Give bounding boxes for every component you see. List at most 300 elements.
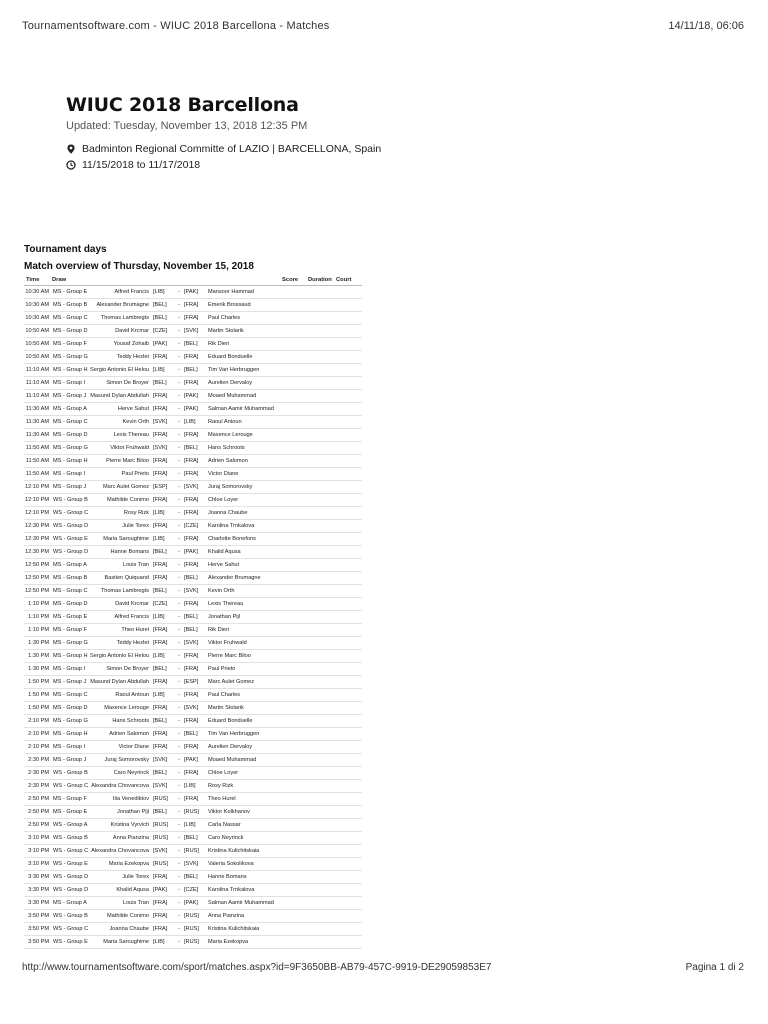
player-one-link[interactable]: Caro Neyrinck (90, 767, 152, 780)
match-court (336, 637, 362, 650)
match-draw-link[interactable]: WS - Group B (52, 832, 90, 845)
match-time: 3:10 PM (24, 845, 52, 858)
match-draw-link[interactable]: MS - Group G (52, 351, 90, 364)
player-one-country: [BEL] (152, 663, 174, 676)
player-one-link[interactable]: Alexander Brumagne (90, 299, 152, 312)
player-two-link[interactable]: Eduard Bonduelle (206, 351, 282, 364)
table-row (24, 715, 362, 728)
player-one-link[interactable]: Sergio Antonio El Helou (90, 650, 152, 663)
match-time: 3:10 PM (24, 858, 52, 871)
player-two-link[interactable]: Joanna Chaube (206, 507, 282, 520)
player-one-link[interactable]: Victor Diane (90, 741, 152, 754)
player-one-country: [FRA] (152, 702, 174, 715)
location-link[interactable]: Badminton Regional Committe of LAZIO | BARCELLONA, Spain (82, 143, 382, 155)
table-row (24, 845, 362, 858)
match-duration (308, 845, 336, 858)
match-time: 12:10 PM (24, 481, 52, 494)
player-one-link[interactable]: Herve Sahut (90, 403, 152, 416)
player-two-link[interactable]: Raoul Antoun (206, 416, 282, 429)
player-two-link[interactable]: Karolina Trnkalova (206, 520, 282, 533)
match-duration (308, 403, 336, 416)
player-one-link[interactable]: Masund Dylan Abdullah (90, 676, 152, 689)
table-row (24, 767, 362, 780)
match-duration (308, 325, 336, 338)
match-time: 1:50 PM (24, 676, 52, 689)
player-two-link[interactable]: Marc Aulet Gomez (206, 676, 282, 689)
match-score (282, 468, 308, 481)
player-one-link[interactable]: Paul Prieto (90, 468, 152, 481)
player-two-country: [SVK] (184, 702, 206, 715)
match-draw-link[interactable]: MS - Group C (52, 689, 90, 702)
match-time: 2:50 PM (24, 793, 52, 806)
match-time: 12:10 PM (24, 494, 52, 507)
versus-separator: - (174, 689, 184, 702)
player-one-link[interactable]: Juraj Somorovsky (90, 754, 152, 767)
player-two-link[interactable]: Chloe Loyer (206, 767, 282, 780)
player-one-link[interactable]: Pierre Marc Biloo (90, 455, 152, 468)
player-two-country: [SVK] (184, 481, 206, 494)
match-court (336, 793, 362, 806)
table-row (24, 650, 362, 663)
player-two-link[interactable]: Alexander Brumagne (206, 572, 282, 585)
player-two-country: [PAK] (184, 897, 206, 910)
match-draw-link[interactable]: MS - Group A (52, 403, 90, 416)
player-two-country: [SVK] (184, 637, 206, 650)
player-one-link[interactable]: Mathilde Conimo (90, 494, 152, 507)
player-one-link[interactable]: Mathilde Conimo (90, 910, 152, 923)
match-score (282, 650, 308, 663)
player-two-country: [FRA] (184, 793, 206, 806)
player-one-link[interactable]: Raoul Antoun (90, 689, 152, 702)
player-two-link[interactable]: Khalid Aqusa (206, 546, 282, 559)
player-two-link[interactable]: Aurelien Dervaloy (206, 741, 282, 754)
player-two-country: [ESP] (184, 676, 206, 689)
match-draw-link[interactable]: MS - Group F (52, 793, 90, 806)
match-draw-link[interactable]: MS - Group G (52, 442, 90, 455)
player-one-link[interactable]: Maria Saroughime (90, 936, 152, 949)
location-row (66, 142, 706, 156)
match-draw-link[interactable]: MS - Group J (52, 481, 90, 494)
match-draw-link[interactable]: WS - Group C (52, 780, 90, 793)
table-row (24, 325, 362, 338)
player-two-link[interactable]: Kevin Orth (206, 585, 282, 598)
player-one-link[interactable]: Louis Tran (90, 559, 152, 572)
player-two-link[interactable]: Victor Diane (206, 468, 282, 481)
table-body (24, 286, 362, 949)
player-one-link[interactable]: Teddy Hezlet (90, 637, 152, 650)
match-draw-link[interactable]: MS - Group B (52, 299, 90, 312)
match-time: 2:50 PM (24, 819, 52, 832)
player-one-link[interactable]: David Krcmar (90, 325, 152, 338)
match-duration (308, 832, 336, 845)
table-row (24, 507, 362, 520)
match-draw-link[interactable]: MS - Group C (52, 312, 90, 325)
match-score (282, 351, 308, 364)
player-one-country: [SVK] (152, 442, 174, 455)
match-draw-link[interactable]: MS - Group G (52, 715, 90, 728)
table-row (24, 897, 362, 910)
match-score (282, 663, 308, 676)
versus-separator: - (174, 650, 184, 663)
player-one-link[interactable]: Khalid Aqusa (90, 884, 152, 897)
player-one-link[interactable]: Julie Torex (90, 520, 152, 533)
match-score (282, 936, 308, 949)
match-draw-link[interactable]: WS - Group B (52, 910, 90, 923)
match-draw-link[interactable]: WS - Group B (52, 767, 90, 780)
match-draw-link[interactable]: MS - Group I (52, 468, 90, 481)
match-court (336, 598, 362, 611)
match-draw-link[interactable]: MS - Group A (52, 559, 90, 572)
versus-separator: - (174, 793, 184, 806)
match-court (336, 533, 362, 546)
match-time: 3:50 PM (24, 936, 52, 949)
match-draw-link[interactable]: MS - Group G (52, 637, 90, 650)
player-two-country: [FRA] (184, 494, 206, 507)
match-time: 2:10 PM (24, 728, 52, 741)
match-duration (308, 624, 336, 637)
player-two-link[interactable]: Charlotte Bonefons (206, 533, 282, 546)
match-duration (308, 338, 336, 351)
match-score (282, 533, 308, 546)
match-draw-link[interactable]: MS - Group J (52, 754, 90, 767)
match-time: 11:30 AM (24, 416, 52, 429)
player-one-country: [FRA] (152, 676, 174, 689)
match-time: 3:10 PM (24, 832, 52, 845)
match-court (336, 312, 362, 325)
player-two-link[interactable]: Rik Dieri (206, 624, 282, 637)
player-two-link[interactable]: Jonathan Pijl (206, 611, 282, 624)
match-court (336, 702, 362, 715)
match-duration (308, 923, 336, 936)
match-draw-link[interactable]: MS - Group H (52, 650, 90, 663)
player-one-country: [FRA] (152, 637, 174, 650)
match-score (282, 338, 308, 351)
player-one-link[interactable]: Joanna Chaube (90, 923, 152, 936)
match-court (336, 481, 362, 494)
player-one-link[interactable]: Adrien Salomon (90, 728, 152, 741)
match-draw-link[interactable]: MS - Group F (52, 624, 90, 637)
tournament-header (66, 94, 706, 172)
player-one-link[interactable]: Alfred Francis (90, 286, 152, 299)
player-two-link[interactable]: Karolina Trnkalova (206, 884, 282, 897)
match-draw-link[interactable]: MS - Group I (52, 663, 90, 676)
table-row (24, 689, 362, 702)
match-time: 1:10 PM (24, 598, 52, 611)
match-draw-link[interactable]: WS - Group A (52, 819, 90, 832)
player-one-link[interactable]: Yousaf Zohaib (90, 338, 152, 351)
versus-separator: - (174, 312, 184, 325)
print-header (0, 0, 768, 40)
table-row (24, 481, 362, 494)
match-duration (308, 689, 336, 702)
table-row (24, 312, 362, 325)
player-two-link[interactable]: Hans Schroots (206, 442, 282, 455)
player-one-country: [FRA] (152, 910, 174, 923)
match-duration (308, 520, 336, 533)
match-time: 12:50 PM (24, 559, 52, 572)
match-score (282, 845, 308, 858)
table-row (24, 793, 362, 806)
match-duration (308, 741, 336, 754)
versus-separator: - (174, 884, 184, 897)
match-draw-link[interactable]: MS - Group H (52, 728, 90, 741)
versus-separator: - (174, 741, 184, 754)
player-two-link[interactable]: Pierre Marc Biloo (206, 650, 282, 663)
match-duration (308, 637, 336, 650)
player-two-country: [BEL] (184, 832, 206, 845)
table-row (24, 351, 362, 364)
player-two-link[interactable]: Herve Sahut (206, 559, 282, 572)
player-one-link[interactable]: Lexis Thereau (90, 429, 152, 442)
player-one-country: [FRA] (152, 624, 174, 637)
player-one-country: [LIB] (152, 650, 174, 663)
match-draw-link[interactable]: MS - Group F (52, 338, 90, 351)
versus-separator: - (174, 325, 184, 338)
player-one-country: [RUS] (152, 858, 174, 871)
player-one-country: [FRA] (152, 468, 174, 481)
player-one-country: [FRA] (152, 494, 174, 507)
player-one-country: [FRA] (152, 455, 174, 468)
match-duration (308, 715, 336, 728)
match-draw-link[interactable]: MS - Group D (52, 598, 90, 611)
print-header-date: 14/11/18, 06:06 (668, 20, 744, 32)
player-one-country: [LIB] (152, 936, 174, 949)
player-one-link[interactable]: Kristina Vyrvich (90, 819, 152, 832)
player-one-link[interactable]: Hans Schroots (90, 715, 152, 728)
match-draw-link[interactable]: MS - Group A (52, 897, 90, 910)
player-one-link[interactable]: David Krcmar (90, 598, 152, 611)
match-draw-link[interactable]: MS - Group C (52, 585, 90, 598)
match-score (282, 325, 308, 338)
player-one-link[interactable]: Jonathan Pijl (90, 806, 152, 819)
match-draw-link[interactable]: MS - Group D (52, 325, 90, 338)
player-two-link[interactable]: Juraj Somorovsky (206, 481, 282, 494)
player-one-country: [RUS] (152, 832, 174, 845)
match-draw-link[interactable]: MS - Group I (52, 377, 90, 390)
player-one-link[interactable]: Maxence Lerouge (90, 702, 152, 715)
player-one-country: [LIB] (152, 533, 174, 546)
player-one-link[interactable]: Simon De Broyer (90, 663, 152, 676)
player-two-link[interactable]: Adrien Salomon (206, 455, 282, 468)
player-two-link[interactable]: Valeria Sokolikova (206, 858, 282, 871)
player-one-link[interactable]: Alexandra Chovancova (90, 780, 152, 793)
match-court (336, 299, 362, 312)
player-one-link[interactable]: Louis Tran (90, 897, 152, 910)
player-two-link[interactable]: Kristina Kulichitskaia (206, 923, 282, 936)
match-time: 1:10 PM (24, 624, 52, 637)
player-two-link[interactable]: Anna Pianzina (206, 910, 282, 923)
player-two-link[interactable]: Mansoor Hammad (206, 286, 282, 299)
match-draw-link[interactable]: MS - Group J (52, 390, 90, 403)
match-score (282, 689, 308, 702)
player-two-link[interactable]: Martin Stolarik (206, 702, 282, 715)
player-two-link[interactable]: Martin Stolarik (206, 325, 282, 338)
match-score (282, 819, 308, 832)
match-score (282, 312, 308, 325)
player-two-link[interactable]: Tim Van Herbruggen (206, 728, 282, 741)
match-draw-link[interactable]: WS - Group C (52, 845, 90, 858)
player-two-link[interactable]: Moaed Muhammad (206, 390, 282, 403)
player-one-link[interactable]: Ilia Venediktov (90, 793, 152, 806)
table-row (24, 338, 362, 351)
player-one-link[interactable]: Masund Dylan Abdullah (90, 390, 152, 403)
player-two-link[interactable]: Rosy Rizk (206, 780, 282, 793)
match-duration (308, 780, 336, 793)
player-two-link[interactable]: Paul Charles (206, 312, 282, 325)
player-two-link[interactable]: Rik Dieri (206, 338, 282, 351)
match-court (336, 351, 362, 364)
player-two-link[interactable]: Paul Prieto (206, 663, 282, 676)
match-time: 3:30 PM (24, 897, 52, 910)
match-score (282, 299, 308, 312)
header-court: Court (336, 274, 362, 286)
match-draw-link[interactable]: MS - Group H (52, 455, 90, 468)
match-duration (308, 507, 336, 520)
player-two-link[interactable]: Paul Charles (206, 689, 282, 702)
player-two-country: [BEL] (184, 364, 206, 377)
match-time: 10:30 AM (24, 312, 52, 325)
player-one-link[interactable]: Theo Hurel (90, 624, 152, 637)
match-draw-link[interactable]: WS - Group E (52, 858, 90, 871)
player-two-link[interactable]: Theo Hurel (206, 793, 282, 806)
player-two-link[interactable]: Viktor Kolkhanov (206, 806, 282, 819)
match-draw-link[interactable]: WS - Group C (52, 923, 90, 936)
match-draw-link[interactable]: MS - Group D (52, 702, 90, 715)
player-one-link[interactable]: Simon De Broyer (90, 377, 152, 390)
match-court (336, 845, 362, 858)
match-duration (308, 806, 336, 819)
player-one-country: [BEL] (152, 299, 174, 312)
match-draw-link[interactable]: MS - Group C (52, 416, 90, 429)
player-one-link[interactable]: Viktor Fruhwald (90, 442, 152, 455)
match-time: 10:50 AM (24, 325, 52, 338)
match-draw-link[interactable]: WS - Group E (52, 533, 90, 546)
table-row (24, 819, 362, 832)
player-one-country: [LIB] (152, 689, 174, 702)
player-one-link[interactable]: Hanne Bomans (90, 546, 152, 559)
match-draw-link[interactable]: MS - Group B (52, 572, 90, 585)
match-draw-link[interactable]: WS - Group D (52, 871, 90, 884)
table-row (24, 728, 362, 741)
versus-separator: - (174, 897, 184, 910)
versus-separator: - (174, 507, 184, 520)
table-row (24, 494, 362, 507)
player-one-link[interactable]: Alexandra Chovancova (90, 845, 152, 858)
versus-separator: - (174, 403, 184, 416)
match-duration (308, 533, 336, 546)
match-draw-link[interactable]: MS - Group J (52, 676, 90, 689)
match-draw-link[interactable]: WS - Group B (52, 494, 90, 507)
player-two-link[interactable]: Salman Aamir Muhammad (206, 403, 282, 416)
player-one-link[interactable]: Alfred Francis (90, 611, 152, 624)
player-one-link[interactable]: Bastien Quiquand (90, 572, 152, 585)
versus-separator: - (174, 663, 184, 676)
versus-separator: - (174, 481, 184, 494)
match-draw-link[interactable]: MS - Group E (52, 611, 90, 624)
player-one-link[interactable]: Teddy Hezlet (90, 351, 152, 364)
player-one-link[interactable]: Marc Aulet Gomez (90, 481, 152, 494)
match-score (282, 494, 308, 507)
versus-separator: - (174, 377, 184, 390)
table-row (24, 442, 362, 455)
player-one-link[interactable]: Anna Pianzina (90, 832, 152, 845)
match-score (282, 741, 308, 754)
player-one-country: [FRA] (152, 520, 174, 533)
player-two-link[interactable]: Hanne Bomans (206, 871, 282, 884)
match-draw-link[interactable]: MS - Group D (52, 429, 90, 442)
player-one-country: [CZE] (152, 325, 174, 338)
versus-separator: - (174, 780, 184, 793)
player-two-link[interactable]: Kristina Kulichitskaia (206, 845, 282, 858)
player-one-link[interactable]: Maria Saroughime (90, 533, 152, 546)
player-two-country: [FRA] (184, 715, 206, 728)
match-score (282, 403, 308, 416)
match-time: 12:10 PM (24, 507, 52, 520)
match-time: 10:50 AM (24, 338, 52, 351)
match-score (282, 585, 308, 598)
match-draw-link[interactable]: MS - Group E (52, 806, 90, 819)
match-draw-link[interactable]: WS - Group E (52, 936, 90, 949)
match-duration (308, 585, 336, 598)
match-court (336, 715, 362, 728)
player-two-link[interactable]: Tim Van Herbruggen (206, 364, 282, 377)
player-two-link[interactable]: Emerik Brossaud (206, 299, 282, 312)
player-two-link[interactable]: Salman Aamir Muhammad (206, 897, 282, 910)
table-row (24, 520, 362, 533)
player-two-link[interactable]: Lexis Thereau (206, 598, 282, 611)
player-two-country: [RUS] (184, 923, 206, 936)
player-two-link[interactable]: Carla Nassar (206, 819, 282, 832)
match-draw-link[interactable]: WS - Group D (52, 884, 90, 897)
match-court (336, 338, 362, 351)
player-two-link[interactable]: Maxence Lerouge (206, 429, 282, 442)
player-two-country: [FRA] (184, 468, 206, 481)
player-one-link[interactable]: Rosy Rizk (90, 507, 152, 520)
match-time: 2:30 PM (24, 754, 52, 767)
match-draw-link[interactable]: MS - Group I (52, 741, 90, 754)
match-score (282, 572, 308, 585)
match-draw-link[interactable]: WS - Group D (52, 520, 90, 533)
print-footer (0, 960, 768, 976)
match-court (336, 624, 362, 637)
player-one-link[interactable]: Julie Torex (90, 871, 152, 884)
match-draw-link[interactable]: MS - Group H (52, 364, 90, 377)
match-court (336, 455, 362, 468)
player-two-link[interactable]: Chloe Loyer (206, 494, 282, 507)
player-two-link[interactable]: Moaed Muhammad (206, 754, 282, 767)
updated-text: Updated: Tuesday, November 13, 2018 12:35 PM (66, 120, 308, 132)
player-one-link[interactable]: Maria Ezekopva (90, 858, 152, 871)
player-one-link[interactable]: Kevin Orth (90, 416, 152, 429)
player-two-link[interactable]: Maria Ezekopva (206, 936, 282, 949)
match-draw-link[interactable]: MS - Group E (52, 286, 90, 299)
player-two-country: [FRA] (184, 689, 206, 702)
player-two-link[interactable]: Caro Neyrinck (206, 832, 282, 845)
match-draw-link[interactable]: WS - Group C (52, 507, 90, 520)
player-two-link[interactable]: Eduard Bonduelle (206, 715, 282, 728)
player-two-link[interactable]: Aurelien Dervaloy (206, 377, 282, 390)
player-two-link[interactable]: Viktor Fruhwald (206, 637, 282, 650)
player-one-link[interactable]: Thomas Lambregts (90, 312, 152, 325)
player-one-link[interactable]: Thomas Lambregts (90, 585, 152, 598)
player-two-country: [RUS] (184, 806, 206, 819)
table-row (24, 936, 362, 949)
match-court (336, 689, 362, 702)
player-one-link[interactable]: Sergio Antonio El Helou (90, 364, 152, 377)
match-time: 2:10 PM (24, 715, 52, 728)
match-draw-link[interactable]: WS - Group D (52, 546, 90, 559)
player-one-country: [SVK] (152, 845, 174, 858)
